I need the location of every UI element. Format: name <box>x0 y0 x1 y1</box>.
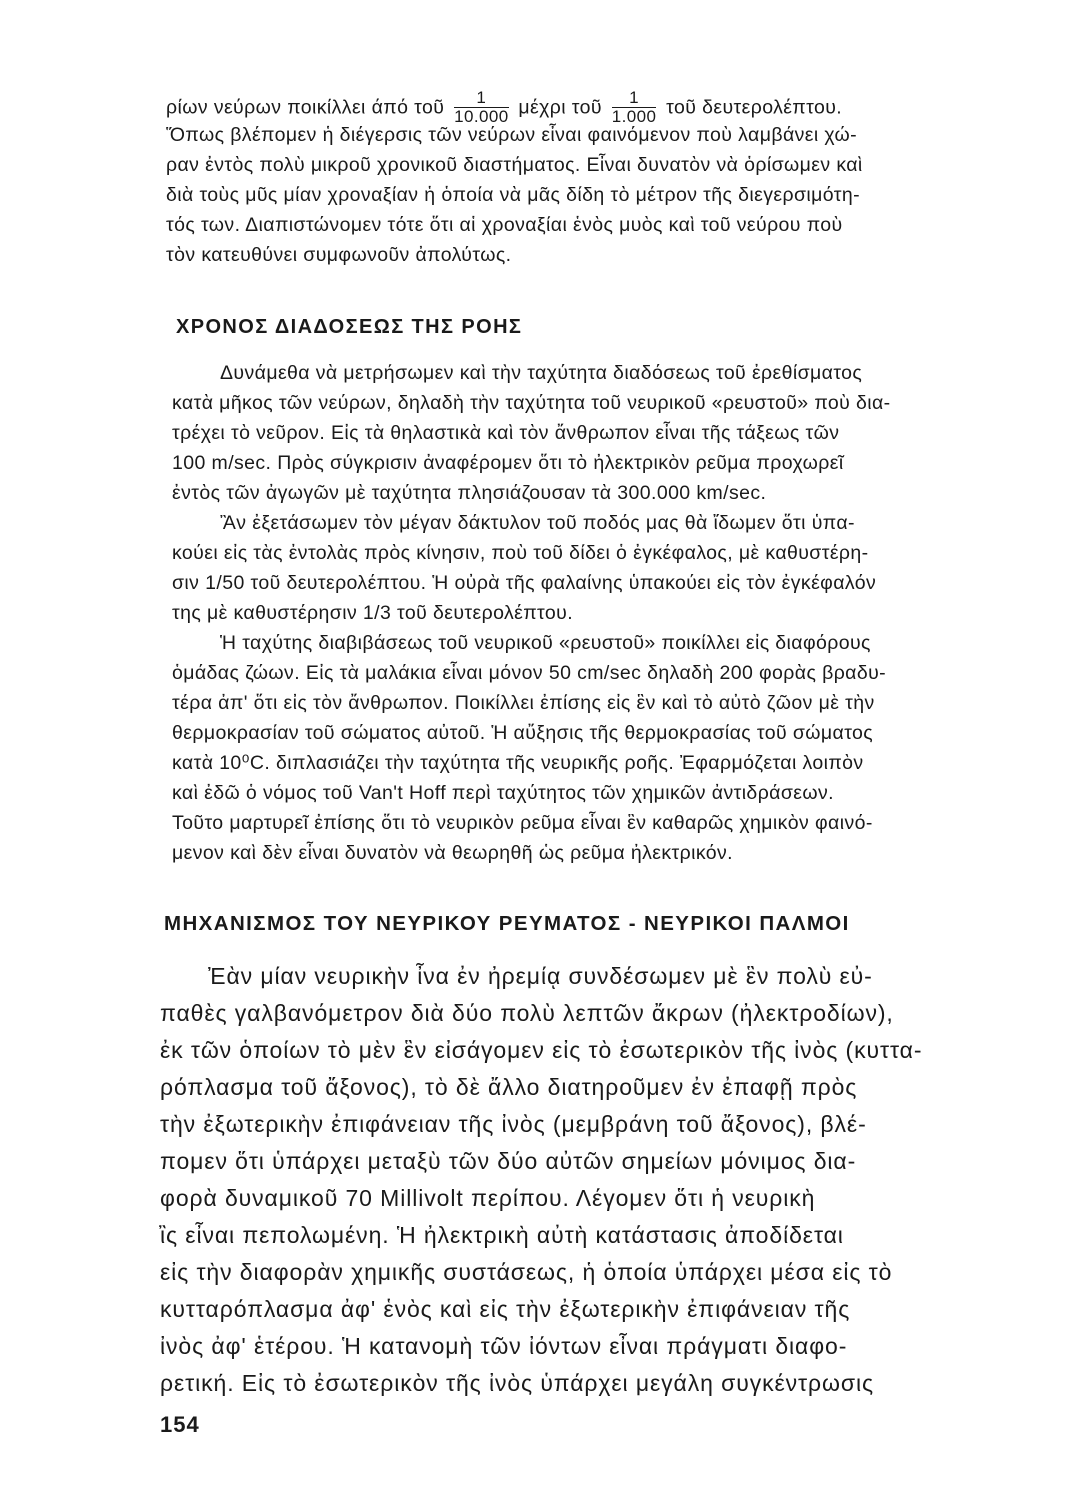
text-line: εἰς τὴν διαφορὰν χημικῆς συστάσεως, ἡ ὁποία ὑπάρχει μέσα εἰς τὸ <box>160 1259 893 1285</box>
text-line <box>166 88 1026 126</box>
text-line: ρόπλασμα τοῦ ἄξονος), τὸ δὲ ἄλλο διατηροῦμεν ἐν ἐπαφῇ πρὸς <box>160 1074 858 1100</box>
text-line: τὴν ἐξωτερικὴν ἐπιφάνειαν τῆς ἰνὸς (μεμβράνη τοῦ ἄξονος), βλέ- <box>160 1111 867 1137</box>
text-line: πομεν ὅτι ὑπάρχει μεταξὺ τῶν δύο αὐτῶν σημείων μόνιμος δια- <box>160 1148 857 1174</box>
fraction-numerator: 1 <box>454 89 508 108</box>
text-span: τοῦ δευτερολέπτου. <box>666 96 843 119</box>
section-heading-propagation-time: ΧΡΟΝΟΣ ΔΙΑΔΟΣΕΩΣ ΤΗΣ ΡΟΗΣ <box>176 316 523 338</box>
text-line: θερμοκρασίαν τοῦ σώματος αὐτοῦ. Ἡ αὔξησις τῆς θερμοκρασίας τοῦ σώματος <box>172 722 874 744</box>
section-nerve-current-body <box>160 958 1020 1402</box>
page-number: 154 <box>160 1412 200 1437</box>
text-line: της μὲ καθυστέρησιν 1/3 τοῦ δευτερολέπτου. <box>172 602 574 624</box>
text-line: ρετική. Εἰς τὸ ἐσωτερικὸν τῆς ἰνὸς ὑπάρχει μεγάλη συγκέντρωσις <box>160 1370 874 1396</box>
text-line: μενον καὶ δὲν εἶναι δυνατὸν νὰ θεωρηθῆ ὡς ρεῦμα ἠλεκτρικόν. <box>172 842 733 864</box>
text-span: μέχρι τοῦ <box>518 96 602 119</box>
text-line: Ἂν ἐξετάσωμεν τὸν μέγαν δάκτυλον τοῦ ποδός μας θὰ ἴδωμεν ὅτι ὑπα- <box>220 512 855 534</box>
fraction <box>454 89 508 126</box>
text-line: τρέχει τὸ νεῦρον. Εἰς τὰ θηλαστικὰ καὶ τὸν ἄνθρωπον εἶναι τῆς τάξεως τῶν <box>172 422 840 444</box>
text-line: κατὰ 10⁰C. διπλασιάζει τὴν ταχύτητα τῆς νευρικῆς ροῆς. Ἐφαρμόζεται λοιπὸν <box>172 752 864 774</box>
fraction-numerator: 1 <box>612 89 657 108</box>
text-line: κούει εἰς τὰς ἐντολὰς πρὸς κίνησιν, ποὺ τοῦ δίδει ὁ ἐγκέφαλος, μὲ καθυστέρη- <box>172 542 869 564</box>
section-propagation-body <box>172 358 1022 868</box>
text-line: ἰνὸς ἀφ' ἑτέρου. Ἡ κατανομὴ τῶν ἰόντων εἶναι πράγματι διαφο- <box>160 1333 848 1359</box>
text-line: παθὲς γαλβανόμετρον διὰ δύο πολὺ λεπτῶν ἄκρων (ἠλεκτροδίων), <box>160 1000 894 1026</box>
text-span: ρίων νεύρων ποικίλλει άπό τοῦ <box>166 96 445 119</box>
text-line: τὸν κατευθύνει συμφωνοῦν ἀπολύτως. <box>166 244 512 266</box>
text-line: ἐκ τῶν ὁποίων τὸ μὲν ἓν εἰσάγομεν εἰς τὸ ἐσωτερικὸν τῆς ἰνὸς (κυττα- <box>160 1037 923 1063</box>
text-line: Δυνάμεθα νὰ μετρήσωμεν καὶ τὴν ταχύτητα διαδόσεως τοῦ ἐρεθίσματος <box>220 362 863 384</box>
text-line: σιν 1/50 τοῦ δευτερολέπτου. Ἡ οὐρὰ τῆς φαλαίνης ὑπακούει εἰς τὸν ἐγκέφαλόν <box>172 572 877 594</box>
text-line: ραν ἐντὸς πολὺ μικροῦ χρονικοῦ διαστήματος. Εἶναι δυνατὸν νὰ ὁρίσωμεν καὶ <box>166 154 863 176</box>
text-line: καὶ ἐδῶ ὁ νόμος τοῦ Van't Hoff περὶ ταχύτητος τῶν χημικῶν ἀντιδράσεων. <box>172 782 834 804</box>
text-line: κυτταρόπλασμα ἀφ' ἑνὸς καὶ εἰς τὴν ἐξωτερικὴν ἐπιφάνειαν τῆς <box>160 1296 851 1322</box>
text-line: 100 m/sec. Πρὸς σύγκρισιν ἀναφέρομεν ὅτι τὸ ἠλεκτρικὸν ρεῦμα προχωρεῖ <box>172 452 844 474</box>
text-line: φορὰ δυναμικοῦ 70 Millivolt περίπου. Λέγομεν ὅτι ἡ νευρικὴ <box>160 1185 816 1211</box>
intro-paragraph <box>166 90 1026 270</box>
fraction <box>612 89 657 126</box>
text-line: Ἐὰν μίαν νευρικὴν ἶνα ἐν ἠρεμίᾳ συνδέσωμεν μὲ ἓν πολὺ εὐ- <box>208 963 873 989</box>
text-line: τέρα ἀπ' ὅτι εἰς τὸν ἄνθρωπον. Ποικίλλει ἐπίσης εἰς ἓν καὶ τὸ αὐτὸ ζῶον μὲ τὴν <box>172 692 875 714</box>
fraction-denominator: 1.000 <box>611 107 657 126</box>
text-line: ἲς εἶναι πεπολωμένη. Ἡ ἠλεκτρικὴ αὐτὴ κατάστασις ἀποδίδεται <box>160 1222 844 1248</box>
text-line: ὁμάδας ζώων. Εἰς τὰ μαλάκια εἶναι μόνον 50 cm/sec δηλαδὴ 200 φορὰς βραδυ- <box>172 662 887 684</box>
text-line: ἐντὸς τῶν ἀγωγῶν μὲ ταχύτητα πλησιάζουσαν τὰ 300.000 km/sec. <box>172 482 767 504</box>
text-line: Τοῦτο μαρτυρεῖ ἐπίσης ὅτι τὸ νευρικὸν ρεῦμα εἶναι ἓν καθαρῶς χημικὸν φαινό- <box>172 812 873 834</box>
text-line: κατὰ μῆκος τῶν νεύρων, δηλαδὴ τὴν ταχύτητα τοῦ νευρικοῦ «ρευστοῦ» ποὺ δια- <box>172 392 891 414</box>
text-line: Ὅπως βλέπομεν ἡ διέγερσις τῶν νεύρων εἶναι φαινόμενον ποὺ λαμβάνει χώ- <box>166 124 858 146</box>
fraction-denominator: 10.000 <box>454 107 509 126</box>
section-heading-nerve-current: ΜΗΧΑΝΙΣΜΟΣ ΤΟΥ ΝΕΥΡΙΚΟΥ ΡΕΥΜΑΤΟΣ - ΝΕΥΡΙΚΟΙ ΠΑΛΜΟΙ <box>164 912 850 935</box>
text-line: Ἡ ταχύτης διαβιβάσεως τοῦ νευρικοῦ «ρευστοῦ» ποικίλλει εἰς διαφόρους <box>220 632 871 654</box>
text-line: τός των. Διαπιστώνομεν τότε ὅτι αἱ χροναξίαι ἑνὸς μυὸς καὶ τοῦ νεύρου ποὺ <box>166 214 843 236</box>
text-line: διὰ τοὺς μῦς μίαν χροναξίαν ἡ ὁποία νὰ μᾶς δίδη τὸ μέτρον τῆς διεγερσιμότη- <box>166 184 860 206</box>
